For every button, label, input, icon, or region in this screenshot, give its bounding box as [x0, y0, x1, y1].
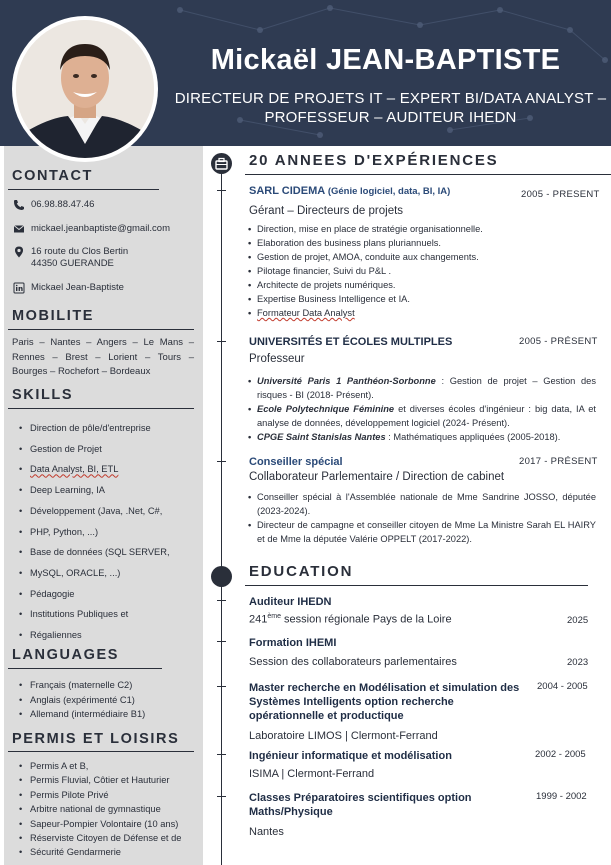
skill-text: Data Analyst, BI, ETL: [30, 464, 119, 475]
linkedin-text: Mickael Jean-Baptiste: [31, 282, 124, 293]
job-company: [249, 185, 450, 197]
timeline-tick: [217, 461, 226, 462]
skill-item: • Gestion de Projet: [19, 439, 170, 460]
job-bullet: [248, 402, 596, 430]
timeline-tick: [217, 754, 226, 755]
job-company: UNIVERSITÉS ET ÉCOLES MULTIPLES: [249, 336, 453, 348]
experience-divider: [245, 174, 611, 175]
job-bullet: • Elaboration des business plans pluriannuels.: [248, 236, 598, 250]
envelope-icon: [12, 223, 26, 235]
job-bullet: [248, 430, 596, 444]
edu-title-line: Master recherche en Modélisation et simulation des: [249, 682, 520, 694]
job-bullet: [248, 306, 598, 320]
job-bullets: [248, 222, 598, 320]
job-role: Collaborateur Parlementaire / Direction de cabinet: [249, 471, 505, 483]
job-company-detail: (Génie logiciel, data, BI, IA): [327, 186, 451, 197]
linkedin-icon: [12, 282, 26, 294]
job-bullets: [248, 490, 596, 546]
education-item-sub: ISIMA | Clermont-Ferrand: [249, 768, 375, 780]
education-item-year: 2002 - 2005: [535, 749, 586, 760]
skill-item-cont: • MySQL, ORACLE, ...): [19, 563, 170, 584]
job-bullet-text: : Gestion de projet – Gestion des risques - BI (2018- Présent).: [257, 376, 596, 400]
timeline-tick: [217, 341, 226, 342]
contact-title: CONTACT: [12, 168, 94, 184]
permis-item: • Arbitre national de gymnastique: [19, 802, 181, 816]
education-item-sub: [249, 613, 452, 626]
candidate-name: Mickaël JEAN-BAPTISTE: [210, 44, 561, 76]
permis-title: PERMIS ET LOISIRS: [12, 731, 180, 747]
skill-item-cont: • Régaliennes: [19, 625, 170, 646]
timeline-line: [221, 156, 222, 865]
address-line-2: 44350 GUERANDE: [31, 257, 114, 269]
skill-item-cont: • PHP, Python, ...): [19, 522, 170, 543]
subtitle-line-2: PROFESSEUR – AUDITEUR IHEDN: [264, 109, 517, 126]
contact-phone[interactable]: [12, 199, 94, 211]
language-item: • Français (maternelle C2): [19, 678, 145, 693]
education-title: EDUCATION: [249, 563, 354, 580]
job-bullet: • Directeur de campagne et conseiller citoyen de Mme La Ministre Sarah EL HAIRY et de Mme la députée Valérie OPPELT (2017-2022).: [248, 518, 596, 546]
skills-list: [19, 418, 170, 646]
candidate-subtitle: [170, 89, 611, 127]
languages-title: LANGUAGES: [12, 647, 120, 663]
permis-divider: [8, 751, 194, 752]
languages-list: [19, 678, 145, 722]
skill-item: • Direction de pôle/d'entreprise: [19, 418, 170, 439]
edu-sub-text: session régionale Pays de la Loire: [280, 613, 452, 626]
permis-item: • Permis A et B,: [19, 759, 181, 773]
experience-title: 20 ANNEES D'EXPÉRIENCES: [249, 152, 499, 169]
job-bullet-bold: Université Paris 1 Panthéon-Sorbonne: [257, 376, 436, 386]
education-item-title: Ingénieur informatique et modélisation: [249, 750, 452, 762]
education-item-title: [249, 791, 472, 819]
skill-item: • Base de données (SQL SERVER,: [19, 542, 170, 563]
subtitle-line-1: DIRECTEUR DE PROJETS IT – EXPERT BI/DATA ANALYST –: [174, 90, 607, 107]
job-period: 2005 - PRESENT: [521, 189, 600, 200]
edu-title-line: Systèmes Intelligents option recherche: [249, 696, 454, 708]
skills-title: SKILLS: [12, 387, 74, 403]
job-bullet-text: et diverses écoles d'ingénieur : big data, IA et analyse de données, développement logiciel (2024- Présent).: [257, 404, 596, 428]
job-bullets: [248, 374, 596, 444]
education-item-title: Auditeur IHEDN: [249, 596, 332, 608]
permis-item: • Permis Fluvial, Côtier et Hauturier: [19, 773, 181, 787]
job-period: 2017 - PRÉSENT: [519, 456, 598, 467]
language-item: • Anglais (expérimenté C1): [19, 693, 145, 708]
job-bullet-text: : Mathématiques appliquées (2005-2018).: [385, 432, 561, 442]
portrait-image: [16, 20, 154, 158]
job-role: Professeur: [249, 353, 305, 365]
address-line-1: 16 route du Clos Bertin: [31, 246, 129, 257]
education-divider: [245, 585, 588, 586]
contact-address: [12, 246, 128, 269]
education-marker: [211, 566, 232, 587]
education-item-sub: Nantes: [249, 826, 284, 838]
profile-photo: [12, 16, 158, 162]
timeline-tick: [217, 190, 226, 191]
job-bullet: • Direction, mise en place de stratégie organisationnelle.: [248, 222, 598, 236]
briefcase-icon: [211, 153, 232, 174]
permis-list: [19, 759, 181, 860]
contact-divider: [8, 189, 159, 190]
edu-title-line: Maths/Physique: [249, 806, 333, 818]
phone-text: 06.98.88.47.46: [31, 199, 95, 210]
edu-sub-prefix: 241: [249, 613, 268, 626]
mobilite-text: Paris – Nantes – Angers – Le Mans – Rennes – Brest – Lorient – Tours – Bourges – Rochefort – Bordeaux: [12, 337, 194, 377]
education-item-sub: Laboratoire LIMOS | Clermont-Ferrand: [249, 730, 438, 742]
job-bullet-bold: CPGE Saint Stanislas Nantes: [257, 432, 386, 442]
job-bullet: • Conseiller spécial à l'Assemblée nationale de Mme Sandrine JOSSO, députée (2023-2024).: [248, 490, 596, 518]
contact-email[interactable]: [12, 223, 170, 235]
mobilite-title: MOBILITE: [12, 308, 95, 324]
timeline-tick: [217, 686, 226, 687]
location-pin-icon: [12, 246, 26, 258]
job-role: Gérant – Directeurs de projets: [249, 205, 404, 217]
education-item-year: 2023: [567, 657, 589, 668]
job-company: Conseiller spécial: [249, 456, 343, 468]
mobilite-divider: [8, 329, 194, 330]
skill-item: • Pédagogie: [19, 584, 170, 605]
address-text: [31, 246, 128, 269]
skills-divider: [8, 408, 194, 409]
job-company-name: SARL CIDEMA: [249, 185, 325, 197]
skill-item: • Deep Learning, IA: [19, 480, 170, 501]
job-bullet: • Expertise Business Intelligence et IA.: [248, 292, 598, 306]
job-bullet: • Architecte de projets numériques.: [248, 278, 598, 292]
timeline-tick: [217, 600, 226, 601]
job-bullet: • Gestion de projet, AMOA, conduite aux changements.: [248, 250, 598, 264]
permis-item: • Permis Pilote Privé: [19, 788, 181, 802]
education-item-year: 1999 - 2002: [536, 791, 587, 802]
education-item-title: Formation IHEMI: [249, 637, 337, 649]
edu-sub-sup: ème: [267, 613, 281, 620]
education-item-title: [249, 681, 519, 723]
education-item-sub: Session des collaborateurs parlementaires: [249, 656, 457, 668]
permis-item: • Sapeur-Pompier Volontaire (10 ans): [19, 817, 181, 831]
contact-linkedin[interactable]: [12, 282, 124, 294]
timeline-tick: [217, 796, 226, 797]
job-bullet: • Pilotage financier, Suivi du P&L .: [248, 264, 598, 278]
skill-item: • Institutions Publiques et: [19, 604, 170, 625]
job-bullet: [248, 374, 596, 402]
edu-title-line: opérationnelle et productique: [249, 710, 404, 722]
permis-item-cont: • Sécurité Gendarmerie: [19, 845, 181, 859]
languages-divider: [8, 668, 162, 669]
job-bullet-bold: Ecole Polytechnique Féminine: [257, 404, 395, 414]
email-text: mickael.jeanbaptiste@gmail.com: [31, 223, 171, 234]
skill-item: • Développement (Java, .Net, C#,: [19, 501, 170, 522]
education-item-year: 2004 - 2005: [537, 681, 588, 692]
timeline-tick: [217, 641, 226, 642]
edu-title-line: Classes Préparatoires scientifiques option: [249, 792, 472, 804]
phone-icon: [12, 199, 26, 211]
education-item-year: 2025: [567, 615, 589, 626]
language-item: • Allemand (intermédiaire B1): [19, 707, 145, 722]
job-bullet-text: Formateur Data Analyst: [257, 308, 355, 318]
job-period: 2005 - PRÉSENT: [519, 336, 598, 347]
skill-item: [19, 459, 170, 480]
permis-item: • Réserviste Citoyen de Défense et de: [19, 831, 181, 845]
